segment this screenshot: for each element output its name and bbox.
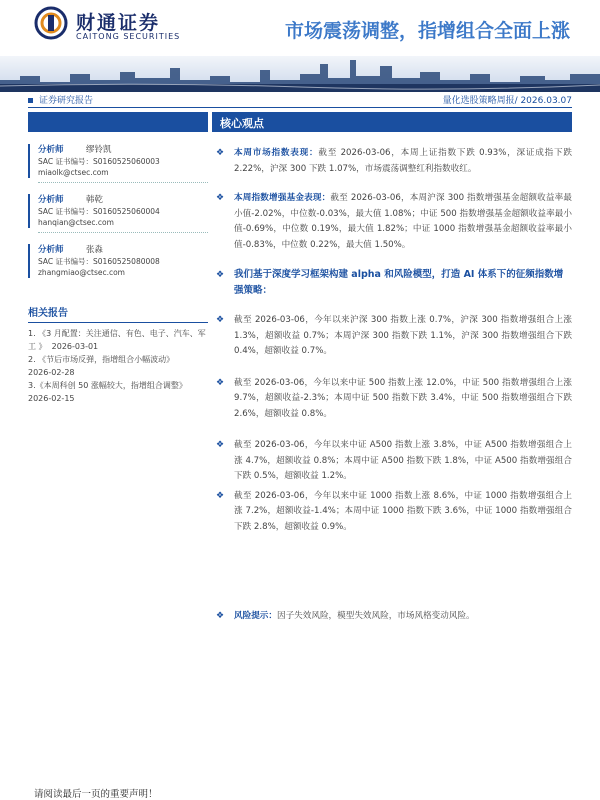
sidebar [28, 112, 208, 405]
analyst-card [28, 194, 208, 228]
divider [28, 107, 572, 108]
related-report-title: 2. 《节后市场反弹，指增组合小幅波动》 [28, 355, 175, 364]
csi300-strategy-paragraph [212, 313, 572, 360]
csia500-strategy-paragraph [212, 438, 572, 485]
paragraph-text: 截至 2026-03-06，本周上证指数下跌 0.93%，深证成指下跌 2.22%，沪深 300 下跌 1.07%，市场震荡调整红利指数收红。 [234, 148, 572, 174]
diamond-bullet-icon: ❖ [216, 490, 225, 501]
paragraph-lead: 本周市场指数表现： [234, 148, 319, 158]
risk-warning-paragraph [212, 609, 572, 625]
analyst-cert: SAC 证书编号：S0160525060004 [38, 207, 160, 216]
diamond-bullet-icon: ❖ [216, 440, 225, 450]
related-reports-heading: 相关报告 [28, 304, 208, 323]
analyst-role: 分析师 [38, 145, 64, 155]
logo-english-name: CAITONG SECURITIES [76, 32, 181, 41]
analyst-card [28, 144, 208, 178]
analyst-email[interactable]: miaolk@ctsec.com [38, 168, 109, 177]
diamond-bullet-icon: ❖ [216, 611, 225, 621]
city-skyline-banner [0, 56, 600, 92]
paragraph-lead: 风险提示： [234, 611, 277, 621]
related-reports-list [28, 327, 208, 405]
sidebar-header [28, 112, 208, 132]
diamond-bullet-icon: ❖ [216, 148, 225, 158]
csi500-strategy-paragraph [212, 376, 572, 423]
square-bullet-icon [28, 98, 33, 103]
main-content [212, 112, 572, 625]
analyst-name: 缪铃凯 [86, 145, 112, 155]
analyst-name: 韩乾 [86, 195, 104, 205]
diamond-bullet-icon: ❖ [216, 377, 225, 388]
analyst-email[interactable]: hanqian@ctsec.com [38, 218, 114, 227]
strategy-text: 我们基于深度学习框架构建 alpha 和风险模型，打造 AI 体系下的征频指数增强策略： [234, 269, 564, 296]
related-report-title: 1. 《3 月配置：关注通信、有色、电子、汽车、军工 》 [28, 329, 206, 351]
analyst-role: 分析师 [38, 245, 64, 255]
paragraph-lead: 本周指数增强基金表现： [234, 193, 331, 203]
report-title: 市场震荡调整，指增组合全面上涨 [284, 20, 570, 42]
logo-chinese-name: 财通证券 [76, 12, 161, 34]
paragraph-text: 截至 2026-03-06，今年以来中证 A500 指数上涨 3.8%，中证 A500 指数增强组合上涨 4.7%，超额收益 0.8%；本周中证 A500 指数下跌 1.8%，中证 A500 指数增强组合下跌 0.5%，超额收益 1.2%。 [234, 440, 572, 481]
related-report-item[interactable] [28, 353, 208, 379]
related-report-item[interactable] [28, 327, 208, 353]
related-report-title: 3.《本周科创 50 涨幅较大，指增组合调整》 [28, 381, 187, 390]
diamond-bullet-icon: ❖ [216, 315, 225, 325]
disclaimer-notice: 请阅读最后一页的重要声明！ [34, 789, 158, 800]
core-views-heading: 核心观点 [212, 112, 572, 132]
paragraph-text: 截至 2026-03-06，今年以来沪深 300 指数上涨 0.7%，沪深 300 指数增强组合上涨 1.3%，超额收益 0.7%；本周沪深 300 指数下跌 1.1%，沪深 300 指数增强组合下跌 0.4%，超额收益 0.7%。 [234, 315, 572, 356]
analyst-cert: SAC 证书编号：S0160525060003 [38, 157, 160, 166]
diamond-bullet-icon: ❖ [216, 193, 225, 203]
report-header [0, 0, 600, 62]
market-performance-paragraph [212, 146, 572, 177]
caitong-logo [34, 6, 184, 46]
analyst-cert: SAC 证书编号：S0160525080008 [38, 257, 160, 266]
diamond-bullet-icon: ❖ [216, 270, 225, 280]
analyst-role: 分析师 [38, 195, 64, 205]
related-report-item[interactable] [28, 379, 208, 405]
analyst-card [28, 244, 208, 278]
caitong-emblem-icon [34, 6, 68, 40]
related-report-date: 2026-02-28 [28, 368, 75, 377]
analyst-name: 张淼 [86, 245, 104, 255]
report-type: 证券研究报告 [39, 96, 94, 106]
related-report-date: 2026-03-01 [51, 342, 99, 351]
paragraph-text: 截至 2026-03-06，本周沪深 300 指数增强基金超额收益率最小值-2.02%，中位数-0.03%，最大值 1.08%；中证 500 指数增强基金超额收益率最小值-0.69%，中位数 0.19%，最大值 1.82%；中证 1000 指数增强基金超额收益率最小值-0.83%，中位数 0.22%，最大值 1.50%。 [234, 193, 572, 250]
csi1000-strategy-paragraph [212, 489, 572, 536]
paragraph-text: 因子失效风险，模型失效风险，市场风格变动风险。 [276, 611, 475, 621]
strategy-heading [212, 267, 572, 299]
fund-performance-paragraph [212, 191, 572, 253]
dotted-separator [38, 232, 208, 233]
analyst-email[interactable]: zhangmiao@ctsec.com [38, 268, 125, 277]
related-report-date: 2026-02-15 [28, 394, 75, 403]
paragraph-text: 截至 2026-03-06，今年以来中证 1000 指数上涨 8.6%，中证 1000 指数增强组合上涨 7.2%，超额收益-1.4%；本周中证 1000 指数下跌 3.6%，中证 1000 指数增强组合下跌 2.8%，超额收益 0.9%。 [234, 490, 572, 532]
report-series-date: 量化选股策略周报/ 2026.03.07 [442, 96, 572, 106]
paragraph-text: 截至 2026-03-06，今年以来中证 500 指数上涨 12.0%，中证 500 指数增强组合上涨 9.7%，超额收益-2.3%；本周中证 500 指数下跌 3.4%，中证 500 指数增强组合下跌 2.6%，超额收益 0.8%。 [234, 377, 572, 419]
dotted-separator [38, 182, 208, 183]
